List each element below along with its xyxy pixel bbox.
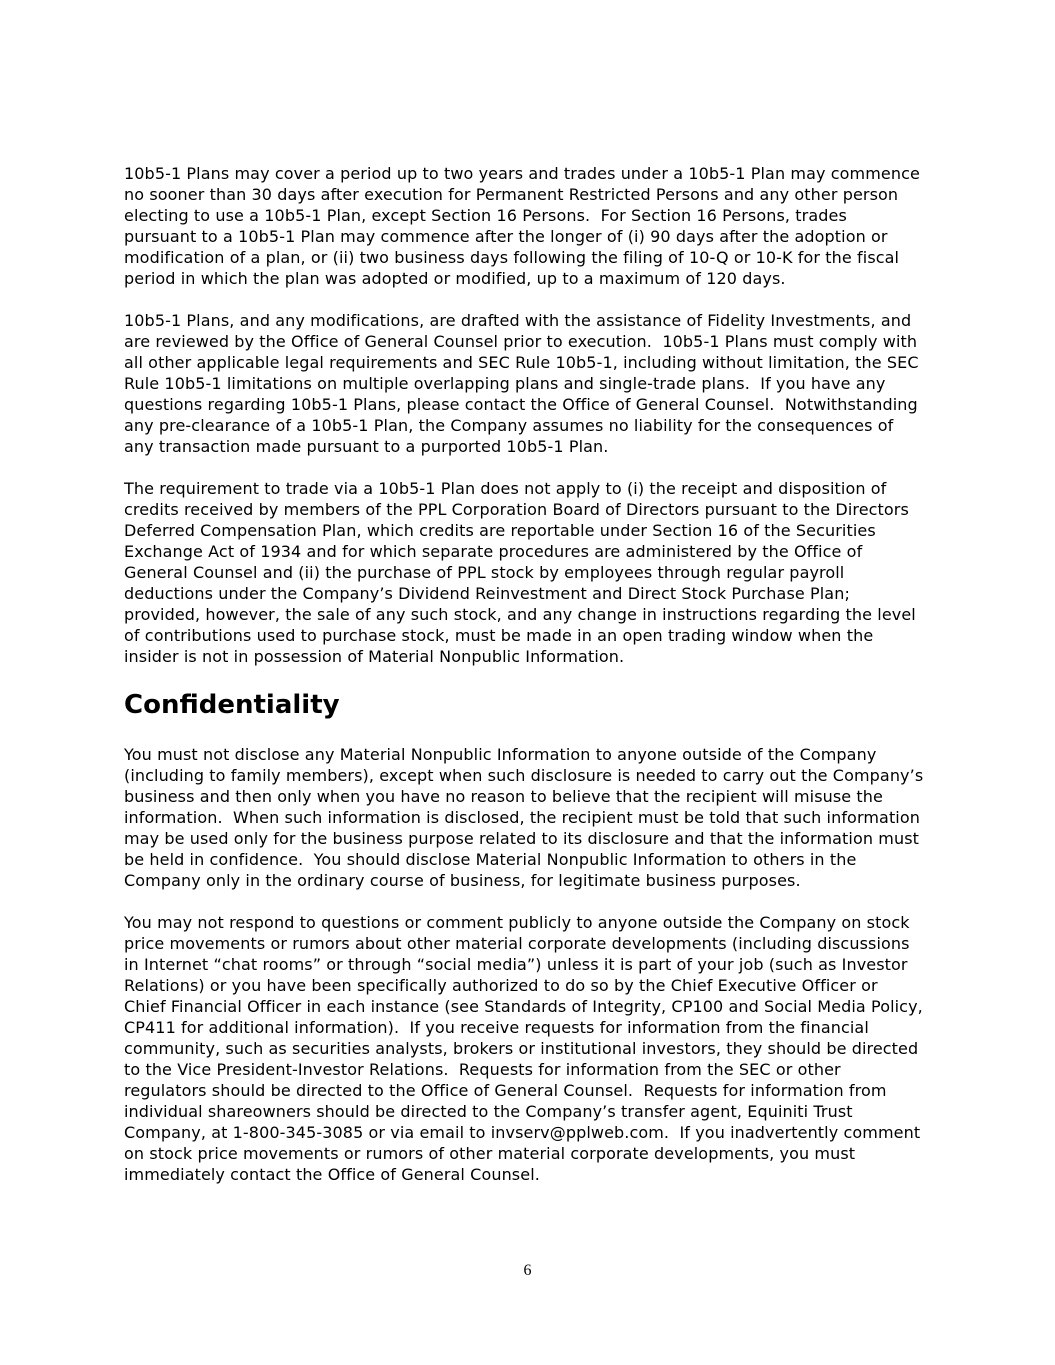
paragraph-10b5-plan-timing: 10b5-1 Plans may cover a period up to two years and trades under a 10b5-1 Plan may commence no sooner than 30 days after execution for Permanent Restricted Persons and any other person electing to use a 10b5-1 Plan, except Section 16 Persons. For Section 16 Persons, trades pursuant to a 10b5-1 Plan may commence after the longer of (i) 90 days after the adoption or modification of a plan, or (ii) two business days following the filing of 10-Q or 10-K for the fiscal period in which the plan was adopted or modified, up to a maximum of 120 days. [124, 164, 926, 288]
paragraph-10b5-plan-drafting: 10b5-1 Plans, and any modifications, are drafted with the assistance of Fidelity Investments, and are reviewed by the Office of General Counsel prior to execution. 10b5-1 Plans must comply with all other applicable legal requirements and SEC Rule 10b5-1, including without limitation, the SEC Rule 10b5-1 limitations on multiple overlapping plans and single-trade plans. If you have any questions regarding 10b5-1 Plans, please contact the Office of General Counsel. Notwithstanding any pre-clearance of a 10b5-1 Plan, the Company assumes no liability for the consequences of any transaction made pursuant to a purported 10b5-1 Plan. [124, 311, 924, 456]
section-heading-confidentiality: Confidentiality [124, 690, 340, 720]
paragraph-10b5-plan-exceptions: The requirement to trade via a 10b5-1 Plan does not apply to (i) the receipt and disposition of credits received by members of the PPL Corporation Board of Directors pursuant to the Directors Deferred Compensation Plan, which credits are reportable under Section 16 of the Securities Exchange Act of 1934 and for which separate procedures are administered by the Office of General Counsel and (ii) the purchase of PPL stock by employees through regular payroll deductions under the Company’s Dividend Reinvestment and Direct Stock Purchase Plan; provided, however, the sale of any such stock, and any change in instructions regarding the level of contributions used to purchase stock, must be made in an open trading window when the insider is not in possession of Material Nonpublic Information. [124, 479, 922, 666]
paragraph-confidentiality-public-comment: You may not respond to questions or comment publicly to anyone outside the Company on stock price movements or rumors about other material corporate developments (including discussions in Internet “chat rooms” or through “social media”) unless it is part of your job (such as Investor Relations) or you have been specifically authorized to do so by the Chief Executive Officer or Chief Financial Officer in each instance (see Standards of Integrity, CP100 and Social Media Policy, CP411 for additional information). If you receive requests for information from the financial community, such as securities analysts, brokers or institutional investors, they should be directed to the Vice President-Investor Relations. Requests for information from the SEC or other regulators should be directed to the Office of General Counsel. Requests for information from individual shareowners should be directed to the Company’s transfer agent, Equiniti Trust Company, at 1-800-345-3085 or via email to invserv@pplweb.com. If you inadvertently comment on stock price movements or rumors of other material corporate developments, you must immediately contact the Office of General Counsel. [124, 913, 929, 1184]
page-number: 6 [523, 1262, 532, 1279]
paragraph-confidentiality-disclosure: You must not disclose any Material Nonpublic Information to anyone outside of the Company (including to family members), except when such disclosure is needed to carry out the Company’s business and then only when you have no reason to believe that the recipient will misuse the information. When such information is disclosed, the recipient must be told that such information may be used only for the business purpose related to its disclosure and that the information must be held in confidence. You should disclose Material Nonpublic Information to others in the Company only in the ordinary course of business, for legitimate business purposes. [124, 745, 929, 890]
document-body [124, 163, 929, 1206]
